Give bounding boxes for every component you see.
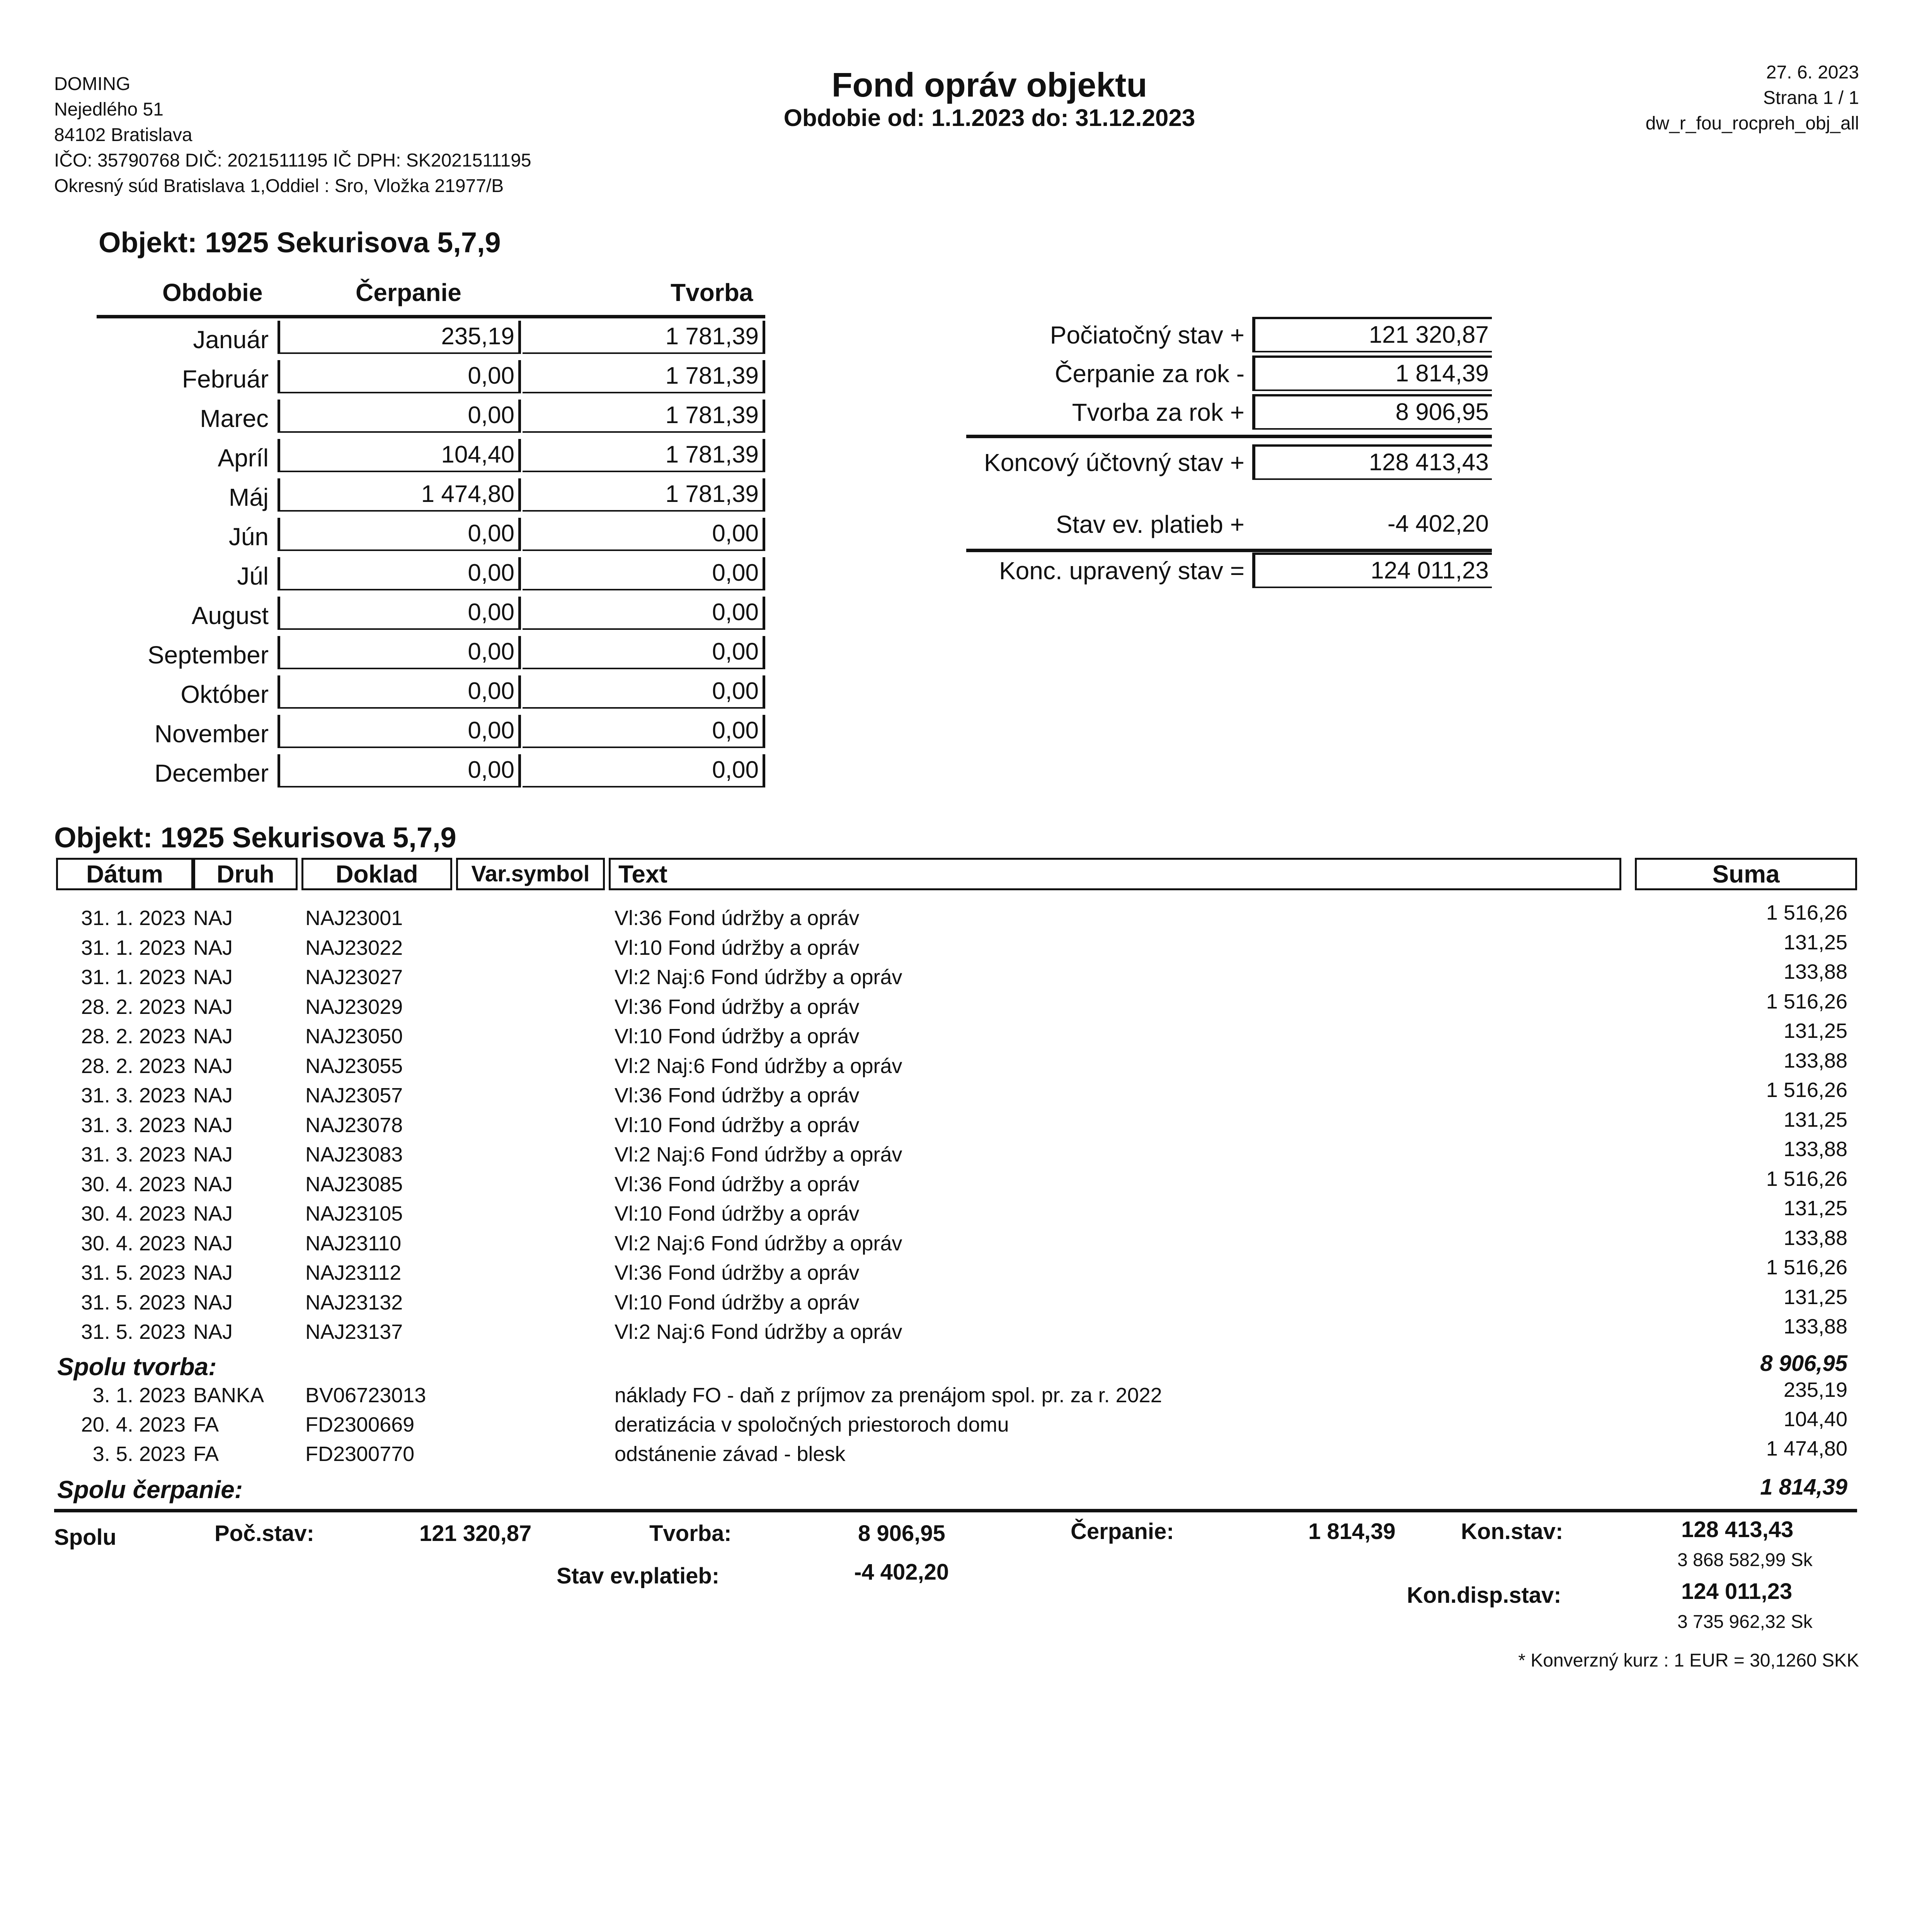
tx-date: 30. 4. 2023 (81, 1202, 186, 1225)
transaction-row (0, 1197, 1917, 1231)
tx-date: 31. 3. 2023 (81, 1113, 186, 1137)
footer-kon-label: Kon.stav: (1461, 1519, 1563, 1544)
tx-suma: 1 516,26 (1766, 901, 1847, 924)
monthly-row (0, 554, 773, 594)
report-title: Fond opráv objektu (831, 66, 1147, 104)
report-date: 27. 6. 2023 (1766, 62, 1859, 83)
month-tvorba: 1 781,39 (523, 400, 765, 433)
tx-suma: 1 474,80 (1766, 1437, 1847, 1460)
month-cerpanie: 0,00 (278, 360, 521, 393)
tx-text: náklady FO - daň z príjmov za prenájom spol. pr. za r. 2022 (615, 1384, 1162, 1407)
footer-kondisp-value: 124 011,23 (1681, 1579, 1793, 1604)
th-suma: Suma (1635, 858, 1857, 890)
tx-suma: 1 516,26 (1766, 1256, 1847, 1279)
tx-doklad: NAJ23137 (305, 1320, 403, 1344)
monthly-row (0, 594, 773, 633)
tx-druh: NAJ (193, 1261, 233, 1284)
summary-pociatocny (889, 317, 1492, 355)
month-tvorba: 1 781,39 (523, 360, 765, 393)
report-page: Strana 1 / 1 (1763, 88, 1859, 108)
transaction-row (0, 960, 1917, 995)
transaction-row (0, 1049, 1917, 1083)
tx-text: Vl:2 Naj:6 Fond údržby a opráv (615, 1231, 902, 1255)
th-datum: Dátum (56, 858, 193, 890)
tx-text: Vl:2 Naj:6 Fond údržby a opráv (615, 1143, 902, 1166)
month-tvorba: 0,00 (523, 518, 765, 551)
tx-doklad: NAJ23078 (305, 1113, 403, 1137)
tx-druh: NAJ (193, 1172, 233, 1196)
th-text: Text (609, 858, 1621, 890)
report-heading (688, 66, 1291, 132)
col-header-tvorba: Tvorba (671, 279, 753, 306)
summary-value: 8 906,95 (1252, 394, 1492, 430)
tx-text: Vl:36 Fond údržby a opráv (615, 1084, 860, 1107)
summary-value: 124 011,23 (1252, 553, 1492, 588)
footer-platieb-label: Stav ev.platieb: (557, 1563, 720, 1588)
tx-text: Vl:36 Fond údržby a opráv (615, 1172, 860, 1196)
tx-suma: 1 516,26 (1766, 990, 1847, 1013)
transaction-row (0, 990, 1917, 1024)
tx-date: 31. 1. 2023 (81, 936, 186, 959)
company-street: Nejedlého 51 (54, 99, 163, 120)
transaction-row (0, 1019, 1917, 1054)
tx-doklad: NAJ23112 (305, 1261, 402, 1284)
month-name: December (154, 759, 269, 787)
summary-label: Konc. upravený stav = (999, 557, 1245, 585)
tx-doklad: NAJ23022 (305, 936, 403, 959)
tx-druh: FA (193, 1413, 219, 1436)
tx-doklad: NAJ23105 (305, 1202, 403, 1225)
tx-suma: 133,88 (1783, 1049, 1847, 1072)
tx-doklad: NAJ23057 (305, 1084, 403, 1107)
tx-date: 28. 2. 2023 (81, 995, 186, 1019)
tx-date: 30. 4. 2023 (81, 1172, 186, 1196)
month-cerpanie: 0,00 (278, 400, 521, 433)
tx-druh: NAJ (193, 966, 233, 989)
tx-text: Vl:10 Fond údržby a opráv (615, 1291, 860, 1314)
tx-text: Vl:36 Fond údržby a opráv (615, 1261, 860, 1284)
month-cerpanie: 104,40 (278, 439, 521, 472)
tx-doklad: NAJ23083 (305, 1143, 403, 1166)
company-block (54, 71, 531, 199)
month-name: Júl (237, 562, 269, 590)
tx-doklad: FD2300770 (305, 1442, 415, 1466)
tx-date: 31. 5. 2023 (81, 1291, 186, 1314)
conversion-note: * Konverzný kurz : 1 EUR = 30,1260 SKK (1518, 1650, 1859, 1671)
tx-text: Vl:36 Fond údržby a opráv (615, 906, 860, 930)
tx-druh: NAJ (193, 1143, 233, 1166)
tx-suma: 131,25 (1783, 1285, 1847, 1309)
tx-suma: 133,88 (1783, 1138, 1847, 1161)
tx-suma: 133,88 (1783, 960, 1847, 983)
transaction-row (0, 1108, 1917, 1143)
tx-text: Vl:2 Naj:6 Fond údržby a opráv (615, 1320, 902, 1344)
tx-doklad: NAJ23050 (305, 1025, 403, 1048)
monthly-row (0, 515, 773, 554)
monthly-row (0, 633, 773, 672)
tx-date: 3. 1. 2023 (92, 1384, 186, 1407)
tx-date: 31. 5. 2023 (81, 1261, 186, 1284)
tx-doklad: NAJ23085 (305, 1172, 403, 1196)
monthly-row (0, 357, 773, 396)
tx-doklad: NAJ23132 (305, 1291, 403, 1314)
tx-date: 30. 4. 2023 (81, 1231, 186, 1255)
summary-value: -4 402,20 (1388, 510, 1489, 537)
month-cerpanie: 0,00 (278, 715, 521, 748)
month-cerpanie: 0,00 (278, 675, 521, 709)
summary-label: Koncový účtovný stav + (984, 449, 1245, 476)
tx-doklad: NAJ23027 (305, 966, 403, 989)
report-meta (1646, 60, 1859, 136)
month-tvorba: 0,00 (523, 557, 765, 590)
monthly-row (0, 475, 773, 515)
tvorba-total-value: 8 906,95 (1760, 1351, 1847, 1376)
summary-label: Počiatočný stav + (1050, 321, 1245, 349)
object-title: Objekt: 1925 Sekurisova 5,7,9 (99, 226, 501, 259)
footer-spolu: Spolu (54, 1525, 117, 1550)
monthly-row (0, 751, 773, 791)
tx-date: 20. 4. 2023 (81, 1413, 186, 1436)
monthly-row (0, 436, 773, 475)
tx-text: Vl:10 Fond údržby a opráv (615, 1113, 860, 1137)
month-tvorba: 0,00 (523, 754, 765, 787)
tx-suma: 235,19 (1783, 1378, 1847, 1401)
tx-doklad: NAJ23001 (305, 906, 403, 930)
month-cerpanie: 0,00 (278, 597, 521, 630)
tx-druh: NAJ (193, 1320, 233, 1344)
transaction-row (0, 1378, 1917, 1413)
company-city: 84102 Bratislava (54, 125, 192, 145)
month-cerpanie: 0,00 (278, 518, 521, 551)
tx-druh: NAJ (193, 995, 233, 1019)
month-name: Marec (200, 405, 269, 432)
tvorba-total-label: Spolu tvorba: (57, 1353, 217, 1381)
footer-poc-label: Poč.stav: (215, 1521, 314, 1546)
transaction-row (0, 901, 1917, 935)
month-name: Apríl (218, 444, 269, 472)
tx-date: 28. 2. 2023 (81, 1054, 186, 1078)
col-header-cerpanie: Čerpanie (356, 279, 461, 306)
summary-rule (966, 549, 1492, 552)
th-druh: Druh (193, 858, 298, 890)
month-name: September (147, 641, 269, 669)
month-tvorba: 0,00 (523, 636, 765, 669)
summary-upraveny (889, 553, 1492, 591)
tx-date: 31. 5. 2023 (81, 1320, 186, 1344)
transaction-row (0, 1437, 1917, 1471)
tx-text: odstánenie závad - blesk (615, 1442, 846, 1466)
tx-doklad: NAJ23110 (305, 1231, 402, 1255)
transaction-row (0, 1226, 1917, 1261)
tx-date: 31. 3. 2023 (81, 1143, 186, 1166)
month-name: Máj (228, 483, 269, 511)
company-name: DOMING (54, 74, 131, 94)
tx-text: Vl:10 Fond údržby a opráv (615, 1025, 860, 1048)
transactions-object-title: Objekt: 1925 Sekurisova 5,7,9 (54, 821, 456, 854)
tx-suma: 131,25 (1783, 1108, 1847, 1131)
tx-druh: NAJ (193, 1291, 233, 1314)
tx-date: 31. 3. 2023 (81, 1084, 186, 1107)
month-name: November (154, 720, 269, 748)
summary-value: 1 814,39 (1252, 355, 1492, 391)
footer-platieb-value: -4 402,20 (854, 1560, 949, 1585)
company-ids: IČO: 35790768 DIČ: 2021511195 IČ DPH: SK2021511195 (54, 150, 531, 171)
summary-value: 128 413,43 (1252, 444, 1492, 480)
month-cerpanie: 0,00 (278, 557, 521, 590)
footer-kondisp-label: Kon.disp.stav: (1407, 1583, 1561, 1608)
tx-druh: NAJ (193, 1202, 233, 1225)
tx-doklad: FD2300669 (305, 1413, 415, 1436)
transaction-row (0, 1138, 1917, 1172)
transaction-row (0, 1256, 1917, 1290)
tx-suma: 104,40 (1783, 1408, 1847, 1431)
monthly-row (0, 396, 773, 436)
summary-platieb (889, 506, 1492, 545)
tx-druh: NAJ (193, 1054, 233, 1078)
footer-poc-value: 121 320,87 (419, 1521, 532, 1546)
tx-text: Vl:2 Naj:6 Fond údržby a opráv (615, 1054, 902, 1078)
tx-suma: 1 516,26 (1766, 1078, 1847, 1102)
summary-label: Čerpanie za rok - (1055, 360, 1245, 388)
tx-text: deratizácia v spoločných priestoroch domu (615, 1413, 1009, 1436)
tx-druh: NAJ (193, 1025, 233, 1048)
tx-druh: NAJ (193, 906, 233, 930)
th-doklad: Doklad (301, 858, 452, 890)
tx-suma: 133,88 (1783, 1226, 1847, 1250)
month-name: Jún (228, 523, 269, 551)
month-name: August (191, 602, 269, 629)
transaction-row (0, 1408, 1917, 1442)
month-tvorba: 0,00 (523, 597, 765, 630)
summary-label: Tvorba za rok + (1072, 398, 1245, 426)
monthly-row (0, 318, 773, 357)
month-cerpanie: 235,19 (278, 321, 521, 354)
month-tvorba: 1 781,39 (523, 478, 765, 512)
tx-doklad: BV06723013 (305, 1384, 426, 1407)
tx-druh: NAJ (193, 936, 233, 959)
tx-druh: NAJ (193, 1231, 233, 1255)
tx-date: 31. 1. 2023 (81, 906, 186, 930)
month-name: Január (193, 326, 269, 354)
footer-rule (54, 1509, 1857, 1512)
month-tvorba: 0,00 (523, 675, 765, 709)
th-varsymbol: Var.symbol (456, 858, 605, 890)
col-header-obdobie: Obdobie (162, 279, 263, 306)
footer-tvorba-label: Tvorba: (649, 1521, 732, 1546)
footer-tvorba-value: 8 906,95 (858, 1521, 945, 1546)
summary-label: Stav ev. platieb + (1056, 510, 1245, 538)
month-name: Február (182, 365, 269, 393)
monthly-row (0, 672, 773, 712)
tx-druh: BANKA (193, 1384, 264, 1407)
report-period: Obdobie od: 1.1.2023 do: 31.12.2023 (783, 105, 1195, 131)
tx-text: Vl:10 Fond údržby a opráv (615, 1202, 860, 1225)
footer-kondisp-sk: 3 735 962,32 Sk (1677, 1612, 1813, 1632)
tx-date: 3. 5. 2023 (92, 1442, 186, 1466)
transaction-row (0, 1315, 1917, 1349)
tx-doklad: NAJ23029 (305, 995, 403, 1019)
summary-rule (966, 435, 1492, 438)
transaction-row (0, 1285, 1917, 1320)
month-name: Október (180, 680, 269, 708)
tx-date: 31. 1. 2023 (81, 966, 186, 989)
tx-suma: 133,88 (1783, 1315, 1847, 1338)
tx-druh: FA (193, 1442, 219, 1466)
month-cerpanie: 0,00 (278, 636, 521, 669)
summary-value: 121 320,87 (1252, 317, 1492, 352)
company-court: Okresný súd Bratislava 1,Oddiel : Sro, Vložka 21977/B (54, 176, 504, 196)
tx-suma: 131,25 (1783, 930, 1847, 954)
monthly-row (0, 712, 773, 751)
footer-kon-value: 128 413,43 (1681, 1517, 1794, 1542)
cerpanie-total-label: Spolu čerpanie: (57, 1476, 243, 1503)
month-tvorba: 1 781,39 (523, 321, 765, 354)
month-tvorba: 0,00 (523, 715, 765, 748)
transaction-row (0, 1078, 1917, 1113)
tx-suma: 1 516,26 (1766, 1167, 1847, 1190)
tx-suma: 131,25 (1783, 1019, 1847, 1043)
tx-text: Vl:2 Naj:6 Fond údržby a opráv (615, 966, 902, 989)
tx-date: 28. 2. 2023 (81, 1025, 186, 1048)
month-cerpanie: 1 474,80 (278, 478, 521, 512)
cerpanie-total-value: 1 814,39 (1760, 1475, 1847, 1500)
transaction-row (0, 1167, 1917, 1202)
tx-suma: 131,25 (1783, 1197, 1847, 1220)
tx-text: Vl:36 Fond údržby a opráv (615, 995, 860, 1019)
tx-druh: NAJ (193, 1113, 233, 1137)
footer-kon-sk: 3 868 582,99 Sk (1677, 1550, 1813, 1570)
month-cerpanie: 0,00 (278, 754, 521, 787)
month-tvorba: 1 781,39 (523, 439, 765, 472)
tx-druh: NAJ (193, 1084, 233, 1107)
tx-text: Vl:10 Fond údržby a opráv (615, 936, 860, 959)
footer-cerpanie-value: 1 814,39 (1308, 1519, 1396, 1544)
transaction-row (0, 930, 1917, 965)
tx-doklad: NAJ23055 (305, 1054, 403, 1078)
footer-cerpanie-label: Čerpanie: (1071, 1519, 1174, 1544)
summary-tvorba (889, 394, 1492, 433)
report-code: dw_r_fou_rocpreh_obj_all (1645, 113, 1859, 134)
summary-koncovy (889, 444, 1492, 483)
summary-cerpanie (889, 355, 1492, 394)
